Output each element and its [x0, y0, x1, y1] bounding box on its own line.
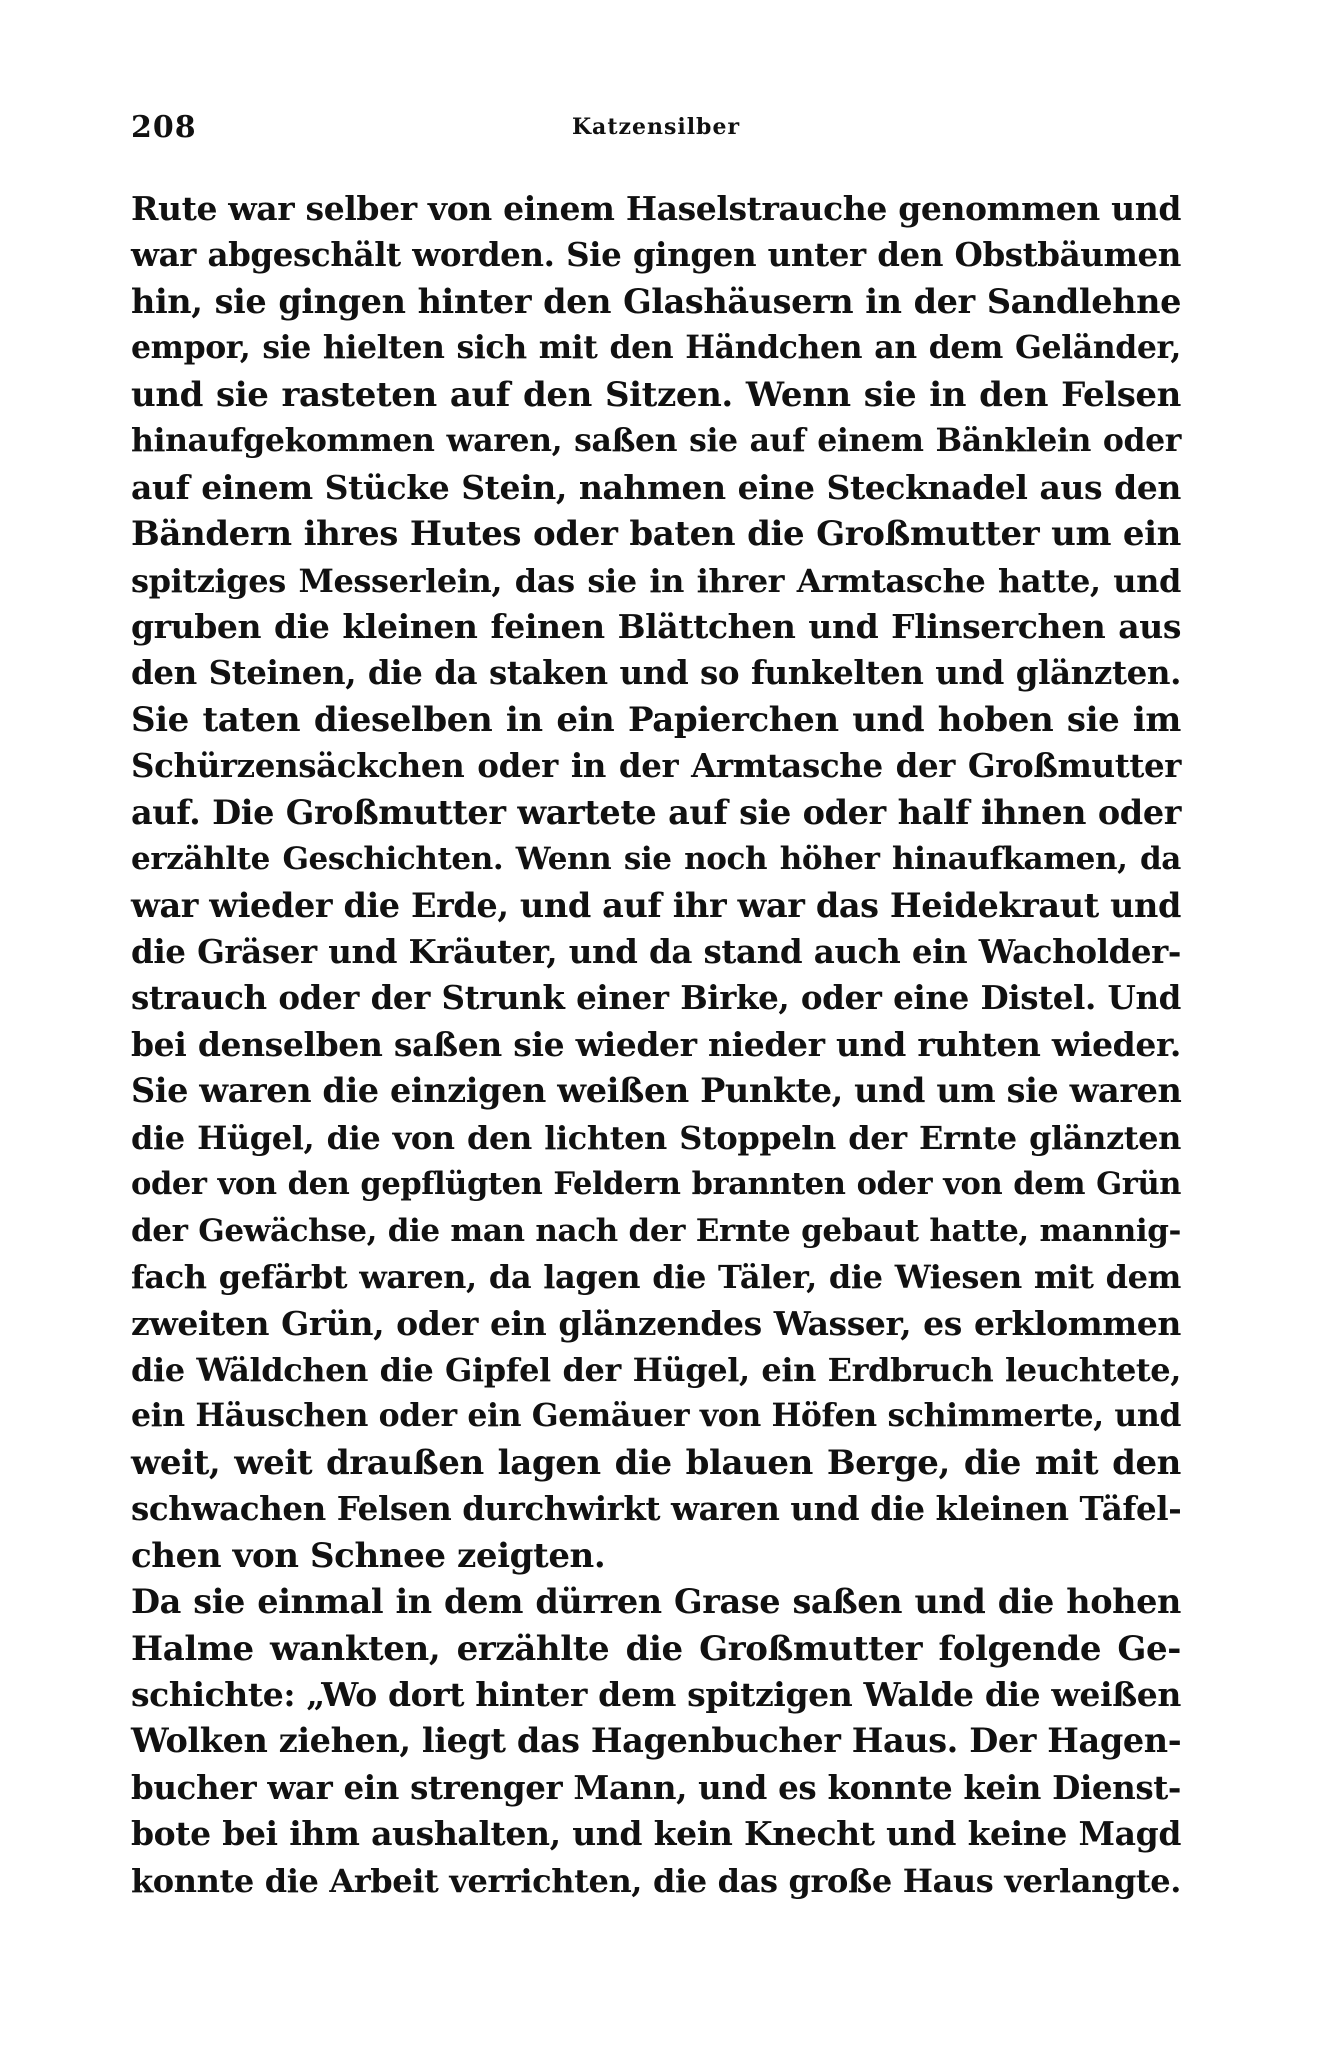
- page-header: [131, 110, 1181, 150]
- text-line: bei denselben saßen sie wieder nieder und ruhten wieder.: [131, 1024, 1181, 1064]
- text-line: oder von den gepflügten Feldern brannten oder von dem Grün: [131, 1166, 1181, 1203]
- text-line: zweiten Grün, oder ein glänzendes Wasser, es erklommen: [131, 1303, 1181, 1343]
- text-line: und sie rasteten auf den Sitzen. Wenn sie in den Felsen: [131, 374, 1181, 415]
- text-line: weit, weit draußen lagen die blauen Berge, die mit den: [131, 1442, 1181, 1483]
- text-line: bote bei ihm aushalten, und kein Knecht und keine Magd: [131, 1814, 1181, 1854]
- text-line: Da sie einmal in dem dürren Grase saßen und die hohen: [131, 1582, 1181, 1622]
- text-line: hin, sie gingen hinter den Glashäusern in der Sandlehne: [131, 281, 1181, 321]
- text-line: empor, sie hielten sich mit den Händchen an dem Geländer,: [131, 329, 1181, 367]
- text-line: auf. Die Großmutter wartete auf sie oder half ihnen oder: [131, 792, 1181, 832]
- text-line: Sie waren die einzigen weißen Punkte, und um sie waren: [131, 1071, 1182, 1111]
- text-line: fach gefärbt waren, da lagen die Täler, die Wiesen mit dem: [131, 1258, 1181, 1297]
- text-line: Schürzensäckchen oder in der Armtasche der Großmutter: [131, 746, 1181, 786]
- text-line: Halme wankten, erzählte die Großmutter folgende Ge-: [131, 1628, 1181, 1669]
- text-line: die Hügel, die von den lichten Stoppeln der Ernte glänzten: [131, 1118, 1181, 1157]
- text-line: schichte: „Wo dort hinter dem spitzigen Walde die weißen: [131, 1675, 1181, 1714]
- text-line: konnte die Arbeit verrichten, die das große Haus verlangte.: [131, 1861, 1181, 1900]
- text-line: Rute war selber von einem Haselstrauche genommen und: [131, 189, 1181, 228]
- text-line: die Gräser und Kräuter, und da stand auch ein Wacholder-: [131, 932, 1181, 971]
- body-text: [131, 186, 1181, 1904]
- page-number: 208: [131, 110, 197, 145]
- text-line: bucher war ein strenger Mann, und es konnte kein Dienst-: [131, 1767, 1181, 1807]
- text-line: gruben die kleinen feinen Blättchen und Flinserchen aus: [131, 606, 1181, 646]
- text-line: den Steinen, die da staken und so funkelten und glänzten.: [131, 653, 1181, 693]
- text-line: spitziges Messerlein, das sie in ihrer Armtasche hatte, und: [131, 561, 1181, 600]
- text-line: der Gewächse, die man nach der Ernte gebaut hatte, mannig-: [131, 1212, 1181, 1249]
- text-line: Sie taten dieselben in ein Papierchen und hoben sie im: [131, 699, 1181, 740]
- text-line: die Wäldchen die Gipfel der Hügel, ein Erdbruch leuchtete,: [131, 1350, 1181, 1389]
- text-line: war abgeschält worden. Sie gingen unter den Obstbäumen: [131, 235, 1181, 275]
- text-line: war wieder die Erde, und auf ihr war das Heidekraut und: [131, 885, 1181, 925]
- text-line: ein Häuschen oder ein Gemäuer von Höfen schimmerte, und: [131, 1397, 1181, 1435]
- text-line: strauch oder der Strunk einer Birke, oder eine Distel. Und: [131, 978, 1181, 1018]
- text-line: erzählte Geschichten. Wenn sie noch höher hinaufkamen, da: [131, 841, 1181, 878]
- text-line: auf einem Stücke Stein, nahmen eine Stecknadel aus den: [131, 467, 1181, 507]
- paragraph-end-line: chen von Schnee zeigten.: [131, 1535, 606, 1576]
- text-line: Wolken ziehen, liegt das Hagenbucher Haus. Der Hagen-: [131, 1721, 1182, 1761]
- text-line: schwachen Felsen durchwirkt waren und die kleinen Täfel-: [131, 1489, 1182, 1529]
- text-line: hinaufgekommen waren, saßen sie auf einem Bänklein oder: [131, 422, 1181, 460]
- running-title: Katzensilber: [571, 114, 741, 140]
- text-line: Bändern ihres Hutes oder baten die Großmutter um ein: [131, 514, 1181, 555]
